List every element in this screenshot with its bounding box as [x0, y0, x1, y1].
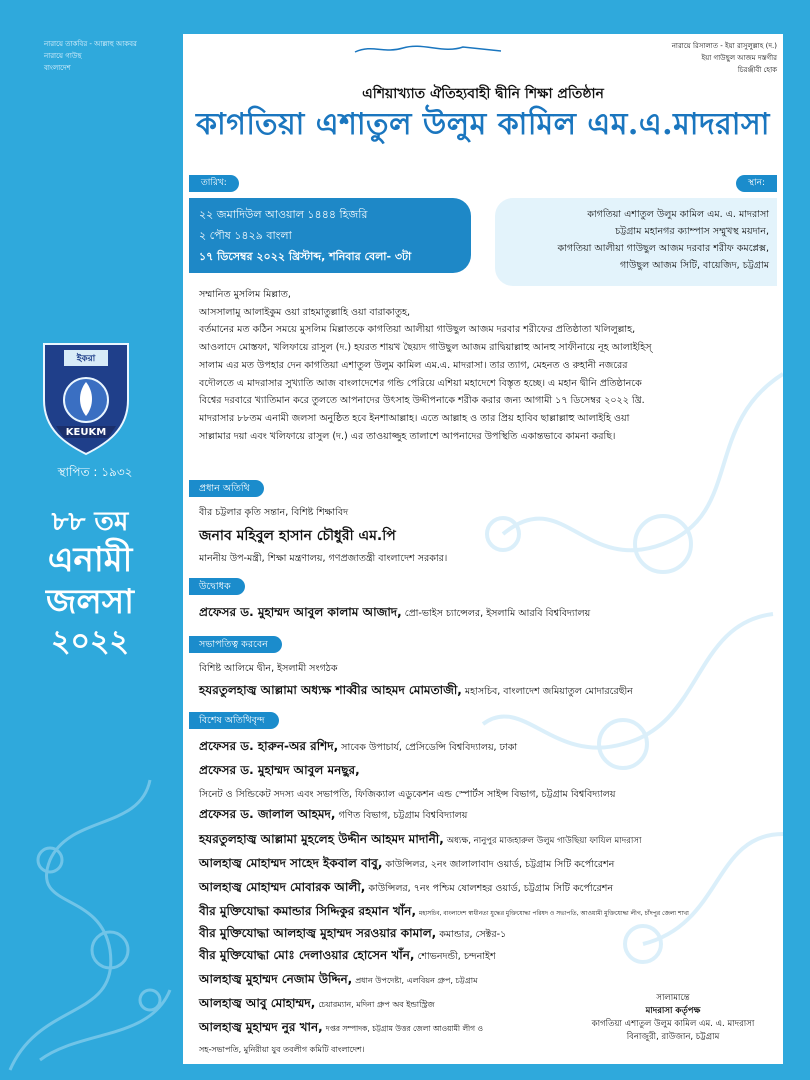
event-name: এনামী জলসা — [45, 540, 135, 622]
invitation-letter: সম্মানিত মুসলিম মিল্লাত, আসসালামু আলাইকুম ওয়া রাহমাতুল্লাহি ওয়া বারাকাতুহ, বর্তমানের মত কঠিন সময়ে মুসলিম মিল্লাতকে কাগতিয়া আলীয়া গাউছুল আজম দরবার শরীফের প্রতিষ্ঠাতা খলিলুল্লাহ, আওলাদে মোস্তফা, খলিফায়ে রাসুল (দ.) হযরত শায়খ ছৈয়্যদ গাউছুল আজম রাদ্বিয়াল্লাহু আনহু সাফীনায়ে নূহ আলাইহিস্ সালাম এর মত উপহার দেন কাগতিয়া এশাতুল উলুম কামিল এম.এ. মাদরাসা। তার ত্যাগ, মেহনত ও রুহানী নজরের বদৌলতে এ মাদরাসার সুখ্যাতি আজ বাংলাদেশের গন্ডি পেরিয়ে এশিয়া মহাদেশে বিস্তৃত হচ্ছে। এ মহান দ্বীনি প্রতিষ্ঠানকে বিশ্বের দরবারে খ্যাতিমান করে তুলতে আপনাদের উৎসাহ উদ্দীপনাকে শরীক করার জন্য আগামী ১৭ ডিসেম্বর ২০২২ খ্রি. মাদরাসার ৮৮তম এনামী জলসা অনুষ্ঠিত হবে ইনশাআল্লাহ। এতে আল্লাহ ও তার প্রিয় হাবিব ছাল্লাল্লাহু আলাইহি ওয়া সাল্লামার দয়া এবং খলিফায়ে রাসুল (দ.) এর তাওয়াজ্জুহ তালাশে আপনাদের উপস্থিতি একান্তভাবে কামনা করছি। — [199, 289, 652, 442]
guest-row: হযরতুলহাজ্ব আল্লামা মুহলেহ উদ্দীন আহমদ মাদানী, অধ্যক্ষ, নানুপুর মাজহারুল উলুম গাউছিয়া ফাযিল মাদরাসা — [199, 832, 642, 846]
crest-icon — [36, 330, 136, 458]
guest-row: সিনেট ও সিন্ডিকেট সদস্য এবং সভাপতি, ফিজিক্যাল এডুকেশন এন্ড স্পোর্টস সাইন্স বিভাগ, চট্টগ্রাম বিশ্ববিদ্যালয় — [199, 789, 616, 800]
date-box: ২২ জমাদিউল আওয়াল ১৪৪৪ হিজরি ২ পৌষ ১৪২৯ বাংলা ১৭ ডিসেম্বর ২০২২ খ্রিস্টাব্দ, শনিবার বেলা- ৩টা — [189, 198, 471, 273]
top-right-slogan: নারায়ে রিসালাত - ইয়া রাসুলুল্লাহ (দ.) ইয়া গাউছুল আজম দস্তগীর চিরঞ্জীবী হোক — [671, 42, 777, 74]
president-intro: বিশিষ্ট আলিমে দ্বীন, ইসলামী সংগঠক — [199, 663, 338, 674]
president-desc: মহাসচিব, বাংলাদেশ জমিয়াতুল মোদাররেছীন — [464, 686, 633, 697]
madrasa-logo — [36, 330, 136, 458]
event-banner — [0, 505, 180, 661]
invitation-card — [183, 34, 783, 1064]
president-name: হযরতুলহাজ্ব আল্লামা অধ্যক্ষ শাব্বীর আহমদ মোমতাজী, — [199, 683, 462, 697]
chief-guest-name: জনাব মহিবুল হাসান চৌধুরী এম.পি — [199, 528, 396, 544]
guest-row: আলহাজ্ব আবু মোহাম্মদ, চেয়ারম্যান, মদিনা গ্রুপ অব ইন্ডাস্ট্রিজ — [199, 996, 435, 1010]
logo-text: KEUKM — [65, 427, 107, 438]
chief-guest-intro: বীর চট্টলার কৃতি সন্তান, বিশিষ্ট শিক্ষাবিদ — [199, 507, 349, 518]
guest-row: আলহাজ্ব মুহাম্মদ নুর খান, দপ্তর সম্পাদক, চট্টগ্রাম উত্তর জেলা আওয়ামী লীগ ও — [199, 1020, 483, 1034]
event-count: ৮৮ তম — [51, 507, 129, 537]
inaugurator-label: উদ্বোধক — [189, 578, 245, 595]
established-year: স্থাপিত : ১৯৩২ — [57, 465, 133, 479]
guest-row: প্রফেসর ড. মুহাম্মদ আবুল মনছুর, — [199, 763, 360, 777]
guest-row: আলহাজ্ব মুহাম্মদ নেজাম উদ্দিন, প্রধান উপদেষ্টা, এলবিয়ন গ্রুপ, চট্টগ্রাম — [199, 972, 478, 986]
floral-ornament — [0, 760, 190, 1080]
president-line — [199, 682, 779, 702]
date-label: তারিখ: — [189, 175, 239, 192]
guest-row: বীর মুক্তিযোদ্ধা আলহাজ্ব মুহাম্মদ সরওয়ার কামাল, কমান্ডার, সেক্টর-১ — [199, 926, 507, 940]
institution-subtitle: এশিয়াখ্যাত ঐতিহ্যবাহী দ্বীনি শিক্ষা প্রতিষ্ঠান — [362, 86, 604, 102]
chief-guest-label: প্রধান অতিথি — [189, 480, 264, 497]
guest-row: বীর মুক্তিযোদ্ধা মোঃ দেলাওয়ার হোসেন খাঁন, শোভনদন্ডী, চন্দনাইশ — [199, 948, 496, 962]
logo-top-text: ইকরা — [76, 354, 96, 364]
guest-row: আলহাজ্ব মোহাম্মদ মোবারক আলী, কাউন্সিলর, ৭নং পশ্চিম ষোলশহর ওয়ার্ড, চট্টগ্রাম সিটি কর্পোরেশন — [199, 880, 613, 894]
venue-box: কাগতিয়া এশাতুল উলুম কামিল এম. এ. মাদরাসা চট্টগ্রাম মহানগর ক্যাম্পাস সম্মুখস্থ ময়দান, কাগতিয়া আলীয়া গাউছুল আজম দরবার শরীফ কমপ্লেক্স, গাউছুল আজম সিটি, বায়েজিদ, চট্টগ্রাম — [495, 198, 777, 286]
chief-guest-title: মাননীয় উপ-মন্ত্রী, শিক্ষা মন্ত্রণালয়, গণপ্রজাতন্ত্রী বাংলাদেশ সরকার। — [199, 553, 448, 564]
inaugurator-line — [199, 604, 779, 624]
president-label: সভাপতিত্ব করবেন — [189, 636, 282, 653]
guest-row: বীর মুক্তিযোদ্ধা কমান্ডার সিদ্দিকুর রহমান খাঁন, মহাসচিব, বাংলাদেশ স্বাধীনতা যুদ্ধের মুক্তিযোদ্ধা পরিষদ ও সভাপতি, আওয়ামী মুক্তিযোদ্ধা লীগ, চাঁদপুর জেলা শাখা — [199, 904, 689, 918]
guest-row: আলহাজ্ব মোহাম্মদ সাহেদ ইকবাল বাবু, কাউন্সিলর, ২নং জালালাবাদ ওয়ার্ড, চট্টগ্রাম সিটি কর্পোরেশন — [199, 856, 615, 870]
guest-row: সহ-সভাপতি, মুনিরীয়া যুব তবলীগ কমিটি বাংলাদেশ। — [199, 1045, 365, 1054]
inaugurator-desc: প্রো-ভাইস চ্যান্সেলর, ইসলামি আরবি বিশ্ববিদ্যালয় — [404, 608, 591, 619]
guest-row: প্রফেসর ড. হারুন-অর রশিদ, সাবেক উপাচার্য, প্রেসিডেন্সি বিশ্ববিদ্যালয়, ঢাকা — [199, 739, 518, 753]
closing-signature: সালামান্তে মাদরাসা কর্তৃপক্ষ কাগতিয়া এশাতুল উলুম কামিল এম. এ. মাদরাসা বিনাজুরী, রাউজান, চট্টগ্রাম — [591, 993, 755, 1042]
venue-label: স্থান: — [736, 175, 777, 192]
bismillah-calligraphy — [353, 42, 503, 56]
inaugurator-name: প্রফেসর ড. মুহাম্মদ আবুল কালাম আজাদ, — [199, 605, 402, 619]
institution-title: কাগতিয়া এশাতুল উলুম কামিল এম.এ.মাদরাসা — [196, 107, 770, 142]
top-left-slogan: নারায়ে তাকবির - আল্লাহু আকবর নারায়ে গাউছ বাংলাদেশ — [44, 40, 137, 72]
event-year: ২০২২ — [50, 624, 130, 659]
guest-row: প্রফেসর ড. জালাল আহমদ, গণিত বিভাগ, চট্টগ্রাম বিশ্ববিদ্যালয় — [199, 807, 468, 821]
special-guests-label: বিশেষ অতিথিবৃন্দ — [189, 712, 279, 729]
